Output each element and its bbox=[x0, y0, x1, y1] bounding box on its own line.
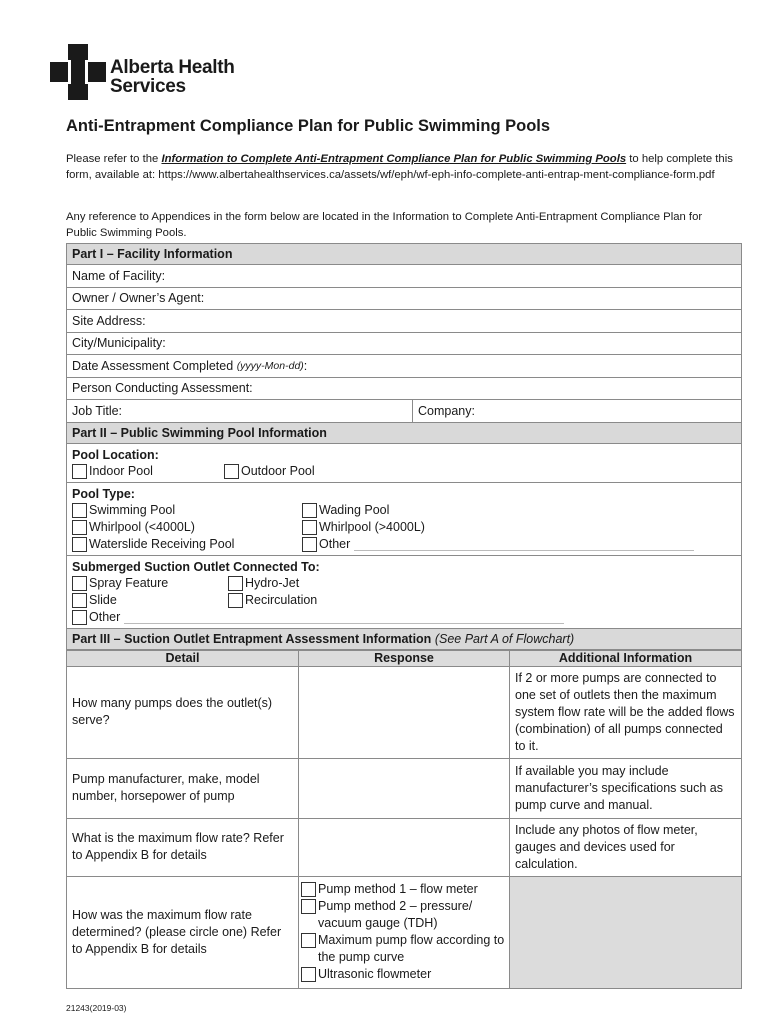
method-option[interactable] bbox=[301, 881, 507, 898]
city-label: City/Municipality: bbox=[72, 336, 166, 351]
detail-cell: What is the maximum flow rate? Refer to Appendix B for details bbox=[67, 818, 299, 876]
method-option[interactable] bbox=[301, 932, 507, 966]
info-document-link[interactable]: Information to Complete Anti-Entrapment Compliance Plan for Public Swimming Pools bbox=[161, 153, 627, 165]
slide-label: Slide bbox=[89, 592, 117, 607]
method-checkbox[interactable] bbox=[301, 882, 316, 897]
method-label: Pump method 2 – pressure/ vacuum gauge (TDH) bbox=[318, 899, 473, 931]
part3-header bbox=[67, 629, 741, 650]
detail-cell: How was the maximum flow rate determined? (please circle one) Refer to Appendix B for details bbox=[67, 876, 299, 988]
outlet-other-input[interactable] bbox=[124, 611, 564, 624]
whirlpool-small-label: Whirlpool (<4000L) bbox=[89, 519, 195, 534]
swimming-pool-option[interactable] bbox=[72, 502, 302, 519]
outdoor-pool-checkbox[interactable] bbox=[224, 464, 239, 479]
outlet-other-checkbox[interactable] bbox=[72, 610, 87, 625]
suction-outlet-title: Submerged Suction Outlet Connected To: bbox=[72, 559, 320, 574]
info-cell: If 2 or more pumps are connected to one set of outlets then the maximum system flow rate will be the added flows (combination) of all pumps connected to it. bbox=[510, 666, 742, 758]
assessor-field[interactable] bbox=[67, 378, 741, 401]
appendix-note: Any reference to Appendices in the form below are located in the Information to Complete Anti-Entrapment Compliance Plan for Public Swimming Pools. bbox=[66, 211, 703, 239]
hydro-jet-checkbox[interactable] bbox=[228, 576, 243, 591]
swimming-pool-checkbox[interactable] bbox=[72, 503, 87, 518]
method-label: Maximum pump flow according to the pump curve bbox=[318, 933, 505, 965]
pool-type-block bbox=[67, 483, 741, 556]
whirlpool-large-checkbox[interactable] bbox=[302, 520, 317, 535]
pool-type-other-input[interactable] bbox=[354, 538, 694, 551]
wading-pool-label: Wading Pool bbox=[319, 502, 390, 517]
waterslide-pool-label: Waterslide Receiving Pool bbox=[89, 536, 235, 551]
whirlpool-small-checkbox[interactable] bbox=[72, 520, 87, 535]
slide-checkbox[interactable] bbox=[72, 593, 87, 608]
method-option[interactable] bbox=[301, 898, 507, 932]
swimming-pool-label: Swimming Pool bbox=[89, 502, 176, 517]
facility-name-label: Name of Facility: bbox=[72, 268, 166, 283]
table-header-row bbox=[67, 650, 741, 666]
outdoor-pool-label: Outdoor Pool bbox=[241, 463, 315, 478]
outlet-other-label: Other bbox=[89, 609, 121, 624]
pool-location-title: Pool Location: bbox=[72, 447, 159, 462]
whirlpool-small-option[interactable] bbox=[72, 519, 302, 536]
waterslide-pool-option[interactable] bbox=[72, 536, 302, 553]
org-name-line2: Services bbox=[110, 76, 186, 97]
assessment-date-field[interactable] bbox=[67, 355, 741, 378]
site-address-field[interactable] bbox=[67, 310, 741, 333]
intro-paragraph bbox=[66, 152, 736, 183]
spray-feature-option[interactable] bbox=[72, 575, 228, 592]
method-label: Pump method 1 – flow meter bbox=[318, 882, 478, 897]
date-colon: : bbox=[303, 358, 308, 373]
company-label: Company: bbox=[418, 403, 475, 418]
pool-type-other-option[interactable] bbox=[302, 536, 694, 553]
part3-title: Part III – Suction Outlet Entrapment Assessment Information bbox=[72, 631, 432, 646]
site-address-label: Site Address: bbox=[72, 313, 146, 328]
intro-end: to help complete this form, available at: https://www.albertahealthservices.ca/assets/wf/eph/wf-eph-info-complete-anti-entrap-ment-compliance-form.pdf bbox=[66, 153, 733, 181]
job-title-label: Job Title: bbox=[72, 403, 123, 418]
pool-type-other-label: Other bbox=[319, 536, 351, 551]
indoor-pool-label: Indoor Pool bbox=[89, 463, 153, 478]
facility-name-field[interactable] bbox=[67, 265, 741, 288]
date-format-hint: (yyyy-Mon-dd) bbox=[236, 359, 304, 372]
assessment-date-label: Date Assessment Completed bbox=[72, 358, 234, 373]
response-cell[interactable] bbox=[299, 818, 510, 876]
recirculation-checkbox[interactable] bbox=[228, 593, 243, 608]
spray-feature-label: Spray Feature bbox=[89, 575, 169, 590]
job-company-row bbox=[67, 400, 741, 423]
suction-outlet-block bbox=[67, 556, 741, 629]
spray-feature-checkbox[interactable] bbox=[72, 576, 87, 591]
pool-location-block bbox=[67, 444, 741, 483]
outlet-other-option[interactable] bbox=[72, 609, 564, 626]
detail-cell: Pump manufacturer, make, model number, horsepower of pump bbox=[67, 758, 299, 818]
outdoor-pool-option[interactable] bbox=[224, 463, 315, 480]
table-row bbox=[67, 818, 741, 876]
recirculation-label: Recirculation bbox=[245, 592, 318, 607]
method-options-cell bbox=[299, 876, 510, 988]
table-row bbox=[67, 758, 741, 818]
response-cell[interactable] bbox=[299, 666, 510, 758]
slide-option[interactable] bbox=[72, 592, 228, 609]
method-option[interactable] bbox=[301, 966, 507, 983]
wading-pool-checkbox[interactable] bbox=[302, 503, 317, 518]
part1-header: Part I – Facility Information bbox=[67, 244, 741, 265]
whirlpool-large-option[interactable] bbox=[302, 519, 425, 536]
city-field[interactable] bbox=[67, 333, 741, 356]
pool-type-other-checkbox[interactable] bbox=[302, 537, 317, 552]
owner-field[interactable] bbox=[67, 288, 741, 311]
whirlpool-large-label: Whirlpool (>4000L) bbox=[319, 519, 425, 534]
info-cell-empty bbox=[510, 876, 742, 988]
owner-label: Owner / Owner’s Agent: bbox=[72, 291, 205, 306]
method-checkbox[interactable] bbox=[301, 933, 316, 948]
pool-type-title: Pool Type: bbox=[72, 486, 135, 501]
assessment-table bbox=[67, 650, 741, 989]
info-cell: Include any photos of flow meter, gauges and devices used for calculation. bbox=[510, 818, 742, 876]
form-code: 21243(2019-03) bbox=[66, 1003, 127, 1013]
org-name-line1: Alberta Health bbox=[110, 57, 235, 78]
part3-flowchart-note: (See Part A of Flowchart) bbox=[434, 631, 575, 646]
part2-header: Part II – Public Swimming Pool Information bbox=[67, 423, 741, 444]
hydro-jet-option[interactable] bbox=[228, 575, 299, 592]
job-title-field[interactable] bbox=[67, 400, 413, 422]
table-row bbox=[67, 876, 741, 988]
form-title: Anti-Entrapment Compliance Plan for Public Swimming Pools bbox=[66, 117, 551, 135]
waterslide-pool-checkbox[interactable] bbox=[72, 537, 87, 552]
hydro-jet-label: Hydro-Jet bbox=[245, 575, 300, 590]
method-label: Ultrasonic flowmeter bbox=[318, 967, 432, 982]
col-response-header: Response bbox=[299, 650, 510, 666]
intro-start: Please refer to the bbox=[66, 153, 162, 165]
method-checkbox[interactable] bbox=[301, 899, 316, 914]
method-checkbox[interactable] bbox=[301, 967, 316, 982]
detail-cell: How many pumps does the outlet(s) serve? bbox=[67, 666, 299, 758]
indoor-pool-checkbox[interactable] bbox=[72, 464, 87, 479]
company-field[interactable] bbox=[413, 404, 480, 418]
table-row bbox=[67, 666, 741, 758]
col-detail-header: Detail bbox=[67, 650, 299, 666]
response-cell[interactable] bbox=[299, 758, 510, 818]
col-info-header: Additional Information bbox=[510, 650, 742, 666]
compliance-form bbox=[66, 243, 742, 989]
info-cell: If available you may include manufacturer’s specifications such as pump curve and manual. bbox=[510, 758, 742, 818]
indoor-pool-option[interactable] bbox=[72, 463, 224, 480]
wading-pool-option[interactable] bbox=[302, 502, 389, 519]
recirculation-option[interactable] bbox=[228, 592, 317, 609]
org-name bbox=[110, 58, 235, 96]
assessor-label: Person Conducting Assessment: bbox=[72, 381, 253, 396]
